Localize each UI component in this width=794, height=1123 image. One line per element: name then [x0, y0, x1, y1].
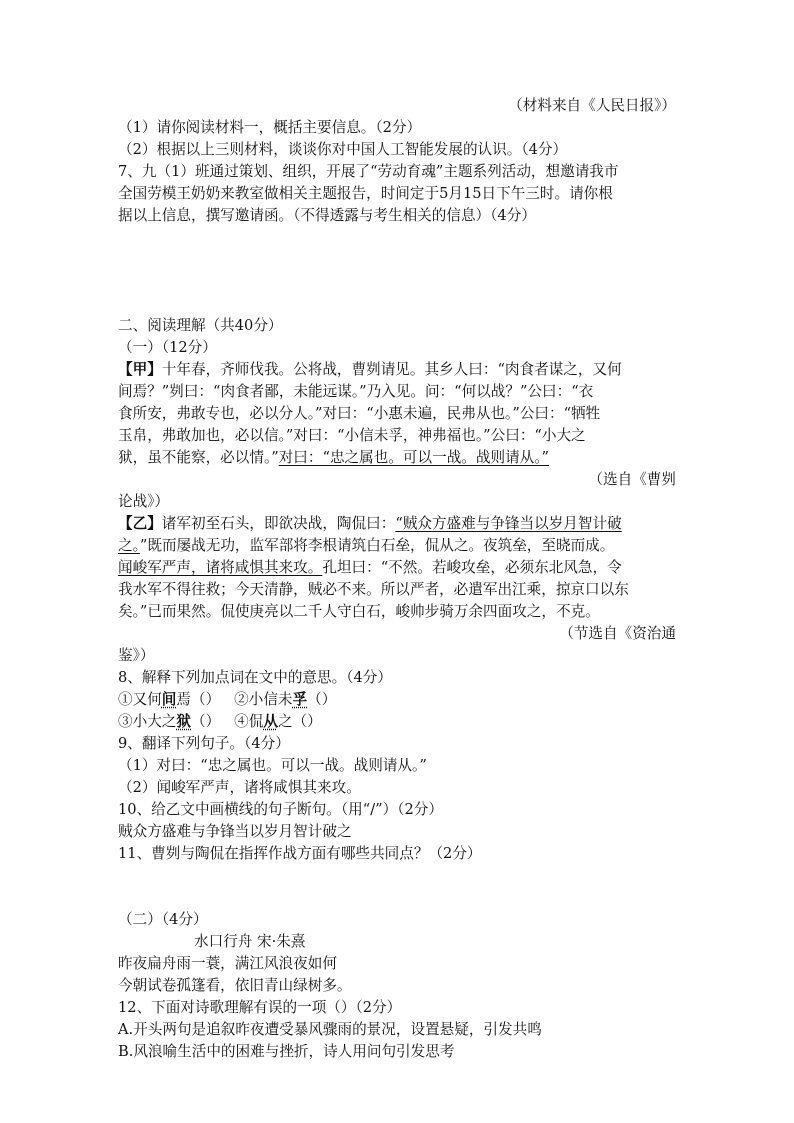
section-2-heading: 二、阅读理解（共40分）	[118, 317, 283, 334]
item-text: （）	[307, 691, 337, 708]
item-text: ①又何	[118, 691, 162, 708]
question-7-line-2: 全国劳模王奶奶来教室做相关主题报告，时间定于5月15日下午三时。请你根	[118, 185, 613, 202]
question-9: 9、翻译下列句子。（4分）	[118, 735, 290, 752]
passage-yi-line-4: 我水军不得往救；今天清静，贼必不来。所以严者，必遣军出江乘，掠京口以东	[118, 581, 629, 598]
dotted-word: 间	[161, 691, 177, 708]
passage-jia-line-3: 食所安，弗敢专也，必以分人。”对曰：“小惠未遍，民弗从也。”公曰：“牺牲	[118, 405, 601, 422]
answer-space	[118, 227, 676, 315]
passage-yi-source-2: 鉴》）	[118, 647, 155, 664]
passage-yi-source-1: （节选自《资治通	[559, 625, 676, 642]
question-10: 10、给乙文中画横线的句子断句。（用“/”）（2分）	[118, 801, 443, 818]
question-10-text: 贼众方盛难与争锋当以岁月智计破之	[118, 823, 352, 840]
item-text: ③小大之	[118, 713, 177, 730]
question-7-line-1: 7、九（1）班通过策划、组织，开展了“劳动育魂”主题系列活动，想邀请我市	[118, 163, 619, 180]
passage-jia-line-5	[118, 447, 676, 469]
underlined-sentence: 之。	[118, 537, 140, 554]
underlined-sentence: “贼众方盛难与争锋当以岁月智计破	[395, 515, 622, 532]
passage-yi-line-2	[118, 535, 676, 557]
passage-text: 十年春，齐师伐我。公将战，曹刿请见。其乡人曰：“肉食者谋之，又何	[161, 361, 622, 378]
underlined-sentence: 对曰：“忠之属也。可以一战。战则请从。”	[278, 449, 550, 466]
item-text: 焉（）	[176, 691, 221, 708]
poem-line-2: 今朝试卷孤篷看，依旧青山绿树多。	[118, 977, 352, 994]
option-a: A.开头两句是追叙昨夜遭受暴风骤雨的景况，设置悬疑，引发共鸣	[118, 1021, 542, 1038]
page-content	[118, 95, 676, 1063]
question-8-items-1	[118, 689, 676, 711]
passage-jia-line-4: 玉帛，弗敢加也，必以信。”对曰：“小信未孚，神弗福也。”公曰：“小大之	[118, 427, 586, 444]
passage-text: 孔坦曰：“不然。若峻攻垒，必须东北风急，令	[322, 559, 622, 576]
dotted-word: 孚	[292, 691, 308, 708]
question-1: （1）请你阅读材料一，概括主要信息。（2分）	[118, 119, 422, 136]
passage-yi-tag: 【乙】	[118, 515, 162, 532]
dotted-word: 从	[263, 713, 278, 730]
source-note: （材料来自《人民日报》）	[508, 97, 676, 114]
passage-jia-line-1	[118, 359, 676, 381]
question-12: 12、下面对诗歌理解有误的一项（）（2分）	[118, 999, 402, 1016]
passage-yi-line-1	[118, 513, 676, 535]
passage-jia-source-2: 论战》）	[118, 493, 170, 510]
item-text: 之（）	[277, 713, 322, 730]
passage-jia-line-2: 间焉？”刿曰：“肉食者鄙，未能远谋。”乃入见。问：“何以战？”公曰：“衣	[118, 383, 594, 400]
question-8-items-2	[118, 711, 676, 733]
part-1-heading: （一）（12分）	[118, 339, 217, 356]
passage-text: ”既而屡战无功，监军部将李根请筑白石垒，侃从之。夜筑垒，至晓而成。	[139, 537, 615, 554]
item-text: ④侃	[234, 713, 264, 730]
poem-line-1: 昨夜扁舟雨一蓑，满江风浪夜如何	[118, 955, 337, 972]
part-2-heading: （二）（4分）	[118, 911, 208, 928]
passage-jia-source-1: （选自《曹刿	[588, 471, 676, 488]
passage-yi-line-3	[118, 557, 676, 579]
passage-text: 诸军初至石头，即欲决战，陶侃曰：	[161, 515, 396, 532]
underlined-sentence: 闻峻军严声，诸将咸惧其来攻。	[118, 559, 323, 576]
question-2: （2）根据以上三则材料，谈谈你对中国人工智能发展的认识。（4分）	[118, 141, 568, 158]
question-11: 11、曹刿与陶侃在指挥作战方面有哪些共同点？（2分）	[118, 845, 482, 862]
poem-title: 水口行舟 宋·朱熹	[194, 933, 306, 950]
passage-text: 狱，虽不能察，必以情。”	[118, 449, 279, 466]
dotted-word: 狱	[176, 713, 191, 730]
answer-space	[118, 865, 676, 909]
option-b: B.风浪喻生活中的困难与挫折，诗人用问句引发思考	[118, 1043, 455, 1060]
passage-jia-tag: 【甲】	[118, 361, 162, 378]
question-7-line-3: 据以上信息，撰写邀请函。（不得透露与考生相关的信息）（4分）	[118, 207, 536, 224]
passage-yi-line-5: 矣。”已而果然。侃使庚亮以二千人守白石，峻帅步骑万余四面攻之，不克。	[118, 603, 600, 620]
item-text: （）	[191, 713, 221, 730]
item-text: ②小信未	[234, 691, 293, 708]
question-9-1: （1）对曰：“忠之属也。可以一战。战则请从。”	[118, 757, 427, 774]
question-8: 8、解释下列加点词在文中的意思。（4分）	[118, 669, 392, 686]
question-9-2: （2）闻峻军严声，诸将咸惧其来攻。	[118, 779, 361, 796]
